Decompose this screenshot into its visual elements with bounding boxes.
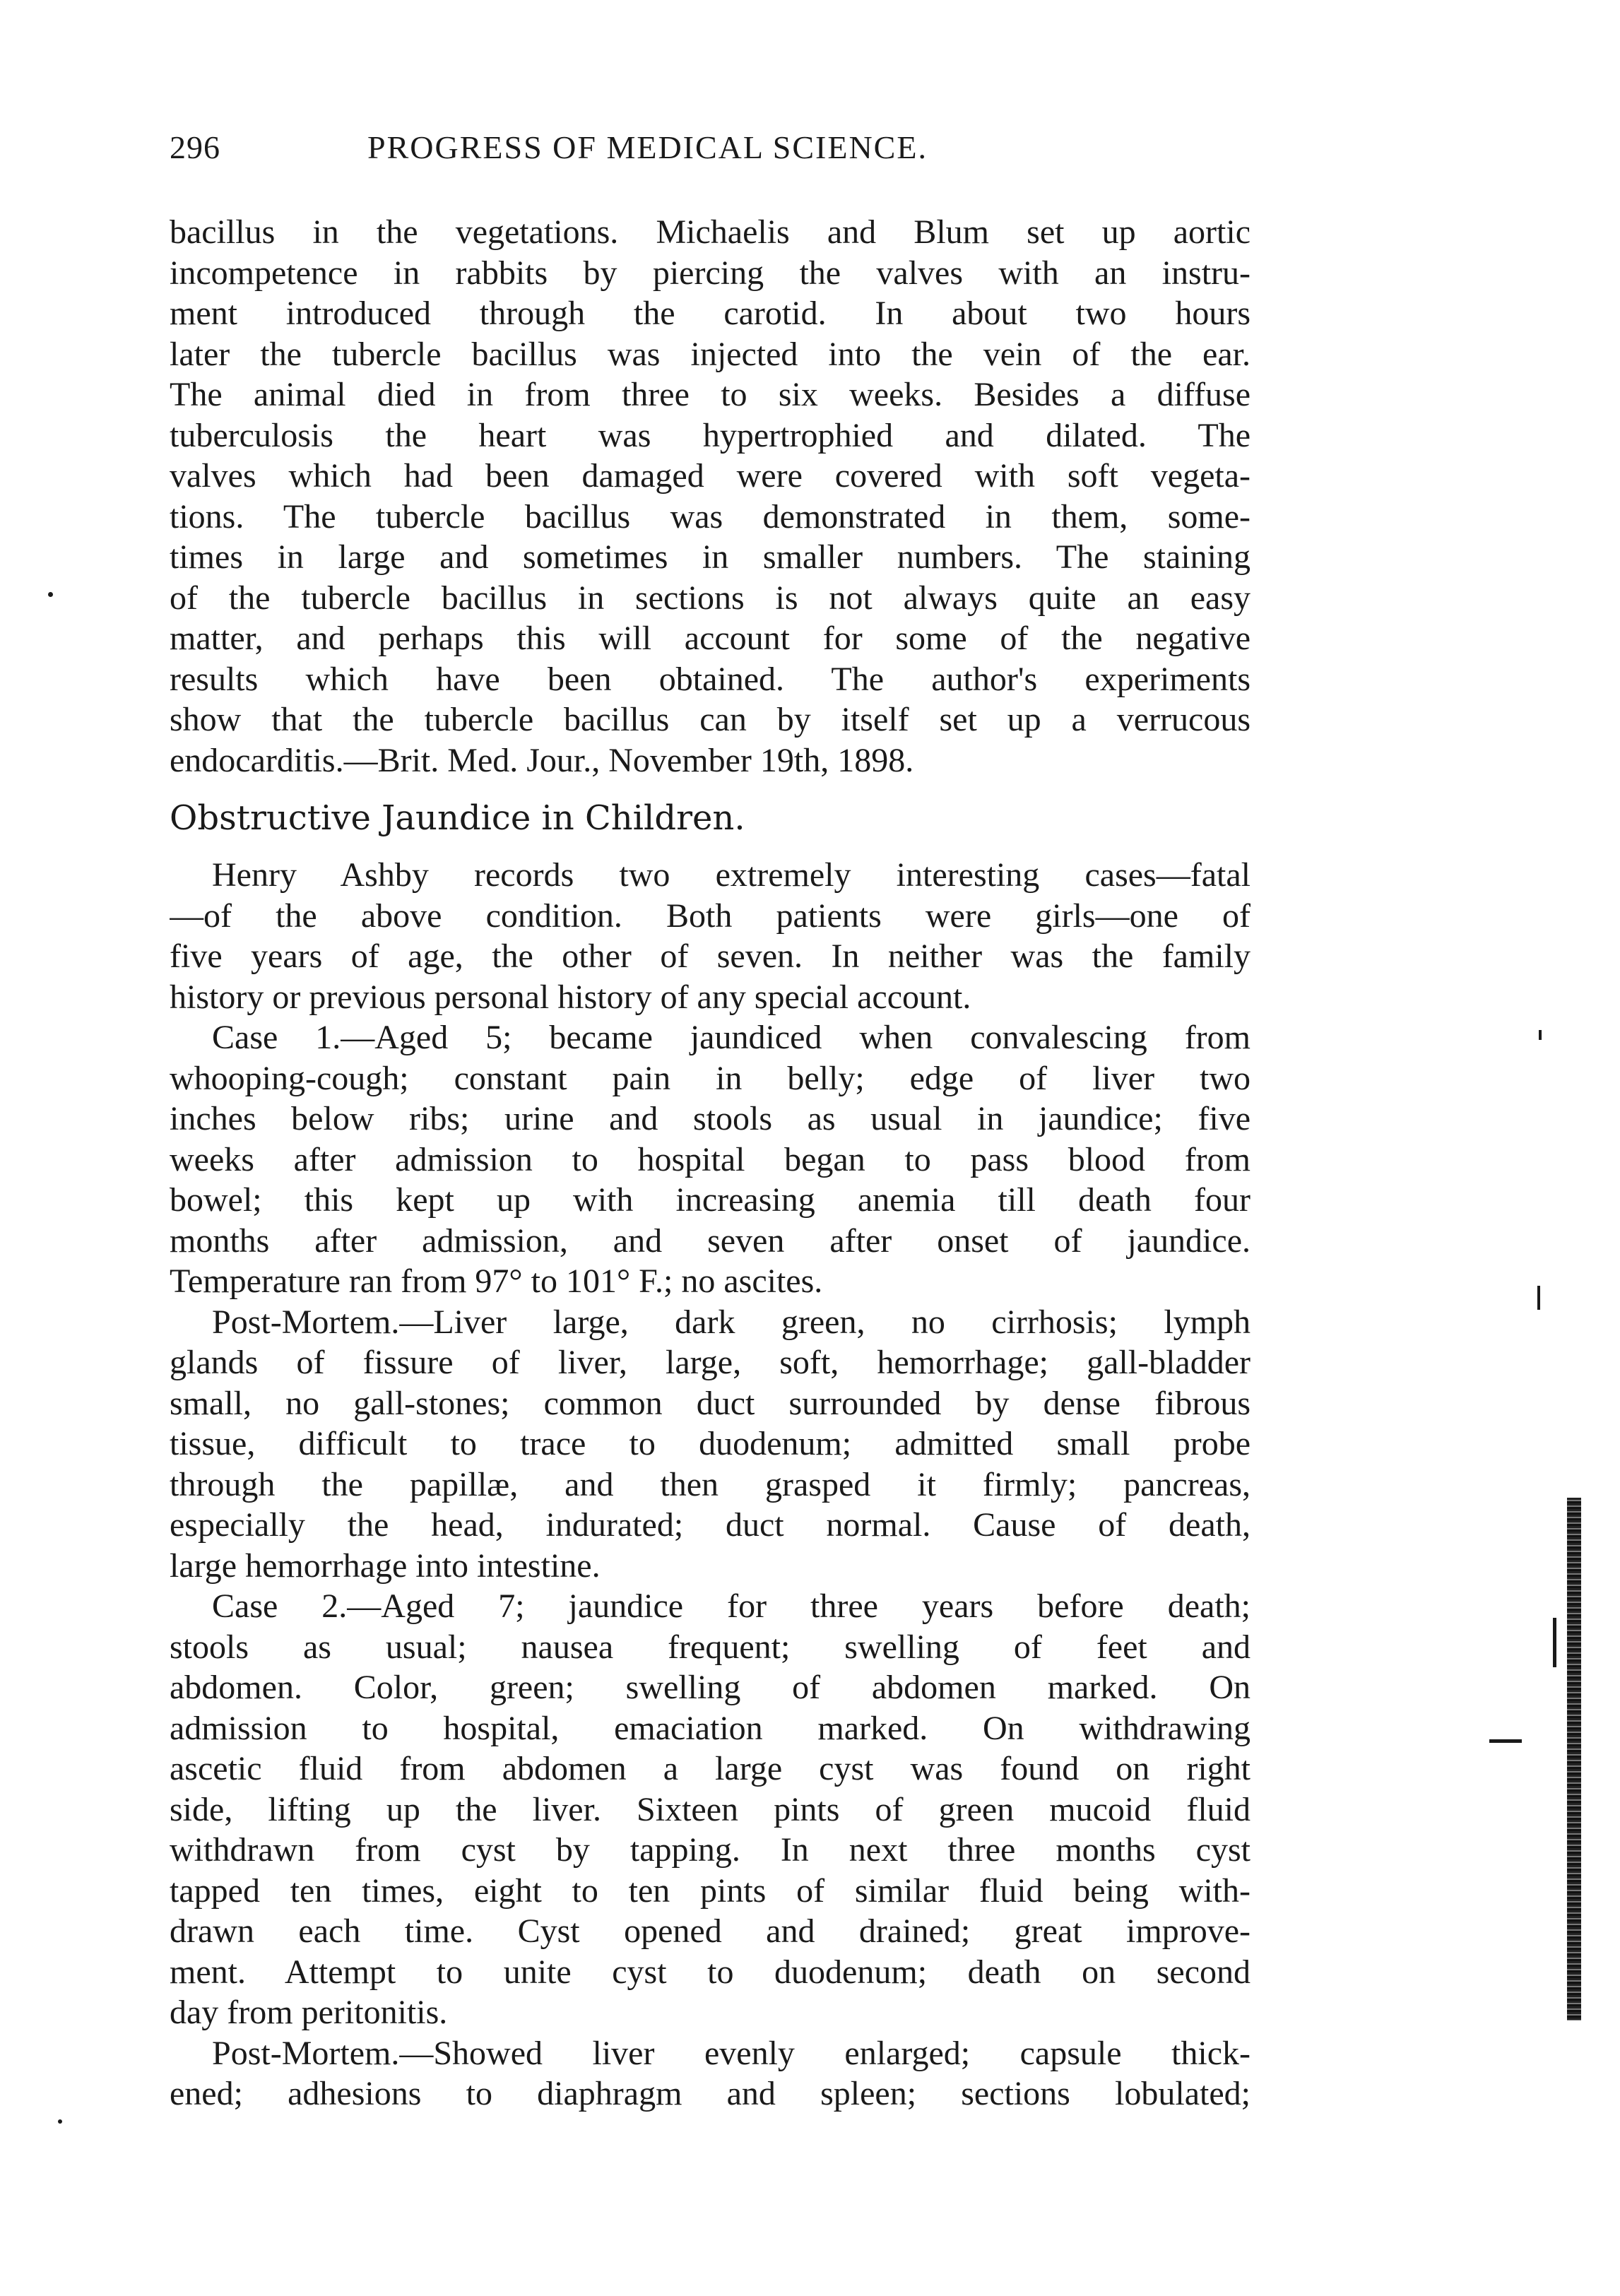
text-line: incompetence in rabbits by piercing the valves with an instru- — [170, 254, 1251, 292]
text-line: tissue, difficult to trace to duodenum; admitted small probe — [170, 1425, 1251, 1462]
text-line: times in large and sometimes in smaller numbers. The staining — [170, 538, 1251, 576]
text-line: Henry Ashby records two extremely interesting cases—fatal — [212, 856, 1251, 894]
text-line: ascetic fluid from abdomen a large cyst was found on right — [170, 1750, 1251, 1787]
text-line: side, lifting up the liver. Sixteen pints of green mucoid fluid — [170, 1790, 1251, 1828]
text-line: weeks after admission to hospital began to pass blood from — [170, 1140, 1251, 1178]
text-line: day from peritonitis. — [170, 1994, 448, 2031]
case-2-line: Case 2.—Aged 7; jaundice for three years before death; — [212, 1587, 1251, 1625]
text-line: of the tubercle bacillus in sections is not always quite an easy — [170, 579, 1251, 617]
text-line: The animal died in from three to six weeks. Besides a diffuse — [170, 376, 1251, 413]
text-line: —of the above condition. Both patients were girls—one of — [170, 896, 1251, 935]
text-line: inches below ribs; urine and stools as usual in jaundice; five — [170, 1100, 1251, 1137]
scan-speck — [1553, 1618, 1556, 1667]
post-mortem-2-line: Post-Mortem.—Showed liver evenly enlarged; capsule thick- — [212, 2034, 1251, 2072]
paragraph-continuation — [170, 212, 1251, 781]
text-line: withdrawn from cyst by tapping. In next three months cyst — [170, 1831, 1251, 1869]
text-line: months after admission, and seven after onset of jaundice. — [170, 1221, 1251, 1260]
text-line: ened; adhesions to diaphragm and spleen; sections lobulated; — [170, 2075, 1251, 2112]
scan-speck — [58, 2119, 62, 2124]
scan-dash — [1489, 1739, 1522, 1743]
text-line: especially the head, indurated; duct normal. Cause of death, — [170, 1506, 1251, 1544]
binding-edge-strip — [1567, 1498, 1581, 2020]
case-1-line: Case 1.—Aged 5; became jaundiced when convalescing from — [212, 1019, 1251, 1056]
text-line: through the papillæ, and then grasped it firmly; pancreas, — [170, 1465, 1251, 1503]
text-line: matter, and perhaps this will account for some of the negative — [170, 620, 1251, 657]
scan-speck — [1537, 1286, 1540, 1310]
text-line: valves which had been damaged were covered with soft vegeta- — [170, 457, 1251, 495]
text-line: abdomen. Color, green; swelling of abdomen marked. On — [170, 1669, 1251, 1706]
section-heading: Obstructive Jaundice in Children. — [170, 798, 745, 838]
text-line: ment. Attempt to unite cyst to duodenum; death on second — [170, 1953, 1251, 1991]
text-line: history or previous personal history of any special account. — [170, 978, 971, 1016]
text-line: admission to hospital, emaciation marked. On withdrawing — [170, 1709, 1251, 1747]
scan-speck — [48, 592, 53, 597]
post-mortem-1-line: Post-Mortem.—Liver large, dark green, no cirrhosis; lymph — [212, 1303, 1251, 1341]
page-number: 296 — [170, 129, 220, 165]
text-line: glands of fissure of liver, large, soft, hemorrhage; gall-bladder — [170, 1344, 1251, 1381]
text-line: results which have been obtained. The author's experiments — [170, 660, 1251, 698]
text-line: drawn each time. Cyst opened and drained; great improve- — [170, 1912, 1251, 1950]
text-line: show that the tubercle bacillus can by itself set up a verrucous — [170, 701, 1251, 738]
case-report-text — [170, 855, 1251, 2114]
text-line: tapped ten times, eight to ten pints of similar fluid being with- — [170, 1871, 1251, 1910]
scan-speck — [1539, 1030, 1542, 1040]
text-line: ment introduced through the carotid. In about two hours — [170, 295, 1251, 332]
text-line: large hemorrhage into intestine. — [170, 1546, 601, 1585]
text-line: tuberculosis the heart was hypertrophied and dilated. The — [170, 416, 1251, 454]
running-title: PROGRESS OF MEDICAL SCIENCE. — [367, 129, 928, 165]
text-line: five years of age, the other of seven. In neither was the family — [170, 937, 1251, 975]
text-line: bowel; this kept up with increasing anemia till death four — [170, 1181, 1251, 1219]
text-line: small, no gall-stones; common duct surrounded by dense fibrous — [170, 1384, 1251, 1422]
text-line: Temperature ran from 97° to 101° F.; no ascites. — [170, 1262, 823, 1300]
text-line: whooping-cough; constant pain in belly; edge of liver two — [170, 1059, 1251, 1097]
text-line: bacillus in the vegetations. Michaelis and Blum set up aortic — [170, 213, 1251, 251]
text-line: later the tubercle bacillus was injected into the vein of the ear. — [170, 335, 1251, 373]
citation-line: endocarditis.—Brit. Med. Jour., November 19th, 1898. — [170, 741, 914, 779]
running-head — [170, 129, 1258, 178]
text-line: tions. The tubercle bacillus was demonstrated in them, some- — [170, 497, 1251, 535]
text-line: stools as usual; nausea frequent; swelling of feet and — [170, 1628, 1251, 1666]
